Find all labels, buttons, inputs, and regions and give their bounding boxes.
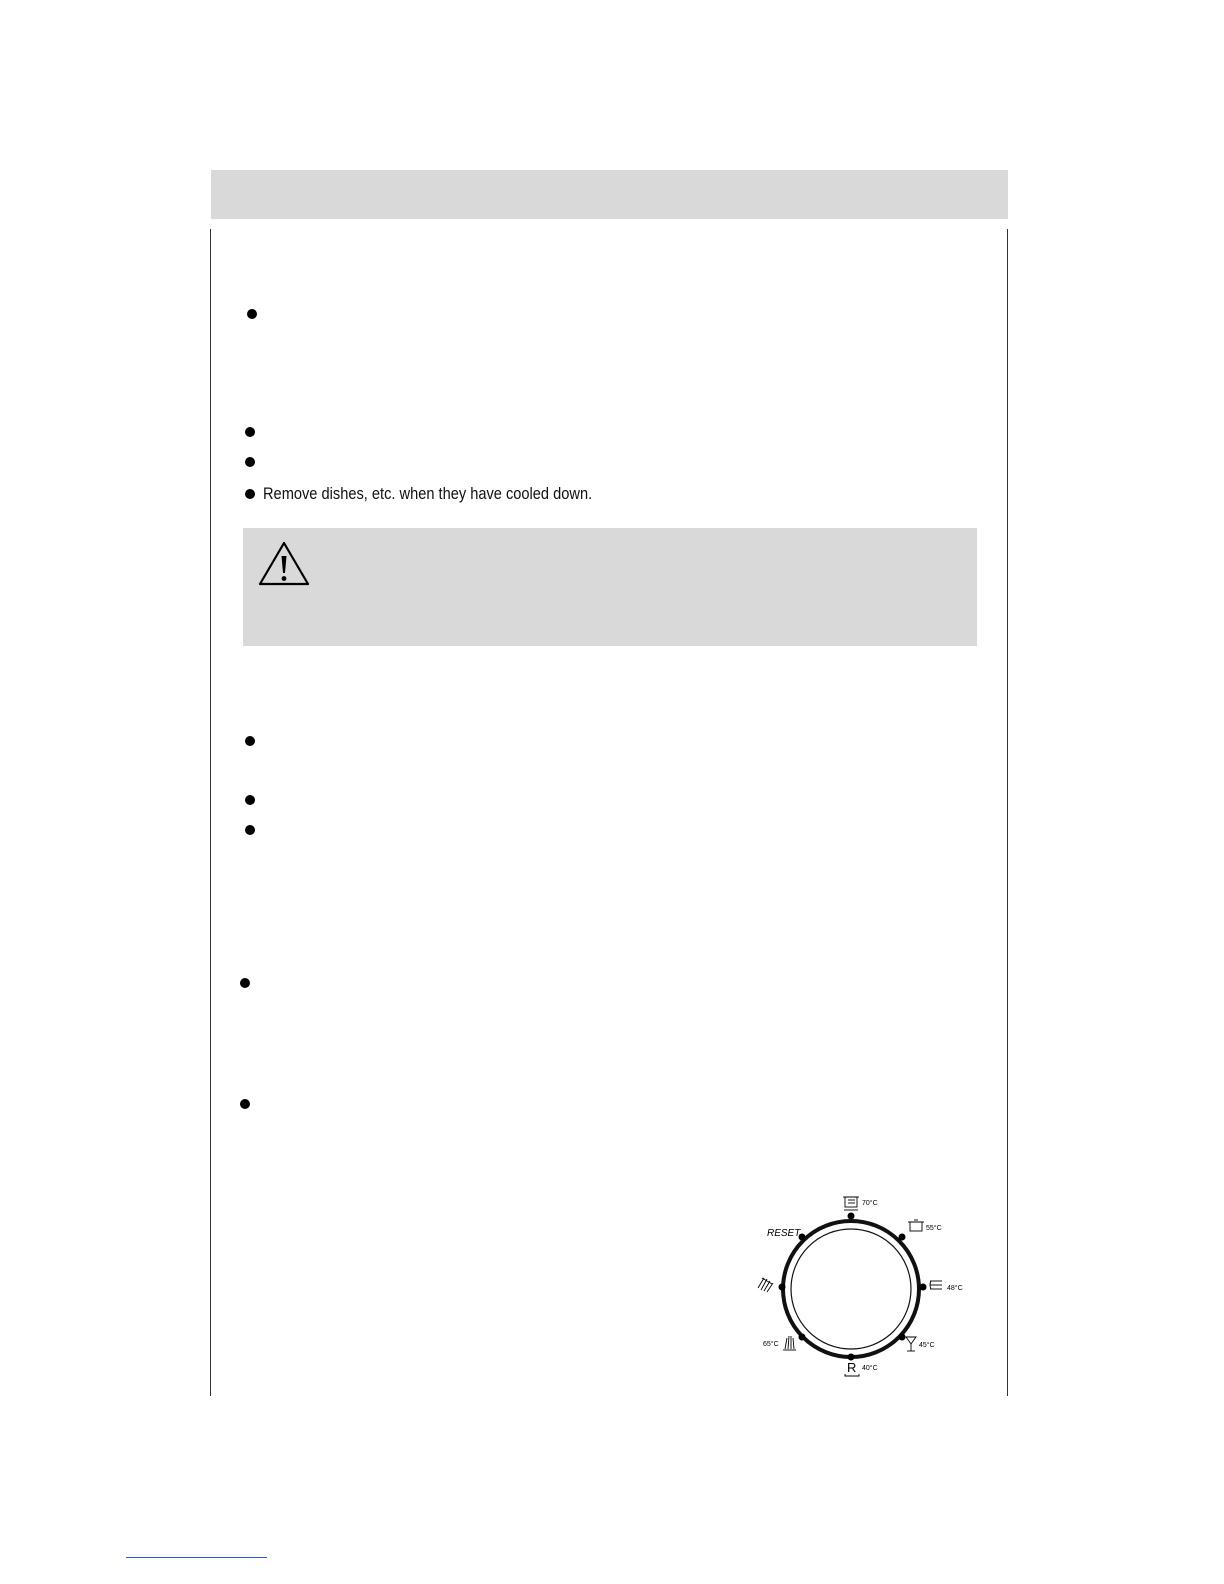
- bullet-3: [245, 457, 255, 467]
- bullet-1: [247, 309, 257, 319]
- temp-glass: 45°C: [919, 1342, 935, 1349]
- bullet-6: [245, 795, 255, 805]
- program-dial: [740, 1188, 980, 1388]
- temp-rapid: 40°C: [862, 1365, 878, 1372]
- frame-left-line: [210, 229, 211, 1396]
- bullet-5: [245, 736, 255, 746]
- plates-icon: [930, 1281, 942, 1289]
- warning-box: [243, 528, 977, 646]
- reset-label: RESET: [767, 1228, 801, 1239]
- soak-icon: [783, 1336, 796, 1350]
- footer-link-underline[interactable]: [126, 1557, 267, 1558]
- dial-inner-ring: [791, 1229, 911, 1349]
- frame-right-line: [1007, 229, 1008, 1396]
- dial-dot-prewash: [779, 1284, 786, 1291]
- dial-dot-glass: [899, 1334, 906, 1341]
- bullet-4: [245, 489, 255, 499]
- section-header-bar: [211, 170, 1008, 219]
- bullet-7: [245, 825, 255, 835]
- intensive-pot-icon: [843, 1197, 859, 1210]
- dial-dot-intensive: [848, 1213, 855, 1220]
- temp-soak: 65°C: [763, 1341, 779, 1348]
- dial-dot-soak: [799, 1334, 806, 1341]
- temp-intensive: 70°C: [862, 1200, 878, 1207]
- temp-normal: 48°C: [947, 1285, 963, 1292]
- bullet-text-remove-dishes: Remove dishes, etc. when they have cooled down.: [263, 484, 593, 503]
- wine-glass-icon: [906, 1337, 916, 1351]
- temp-pots: 55°C: [926, 1225, 942, 1232]
- bullet-8: [240, 978, 250, 988]
- prewash-icon: [758, 1278, 773, 1292]
- rapid-letter-r: R: [847, 1360, 857, 1375]
- pot-icon: [908, 1220, 924, 1231]
- dial-dot-pots: [899, 1234, 906, 1241]
- warning-triangle-icon: [257, 540, 311, 588]
- bullet-9: [240, 1099, 250, 1109]
- bullet-2: [245, 427, 255, 437]
- dial-dot-normal: [920, 1284, 927, 1291]
